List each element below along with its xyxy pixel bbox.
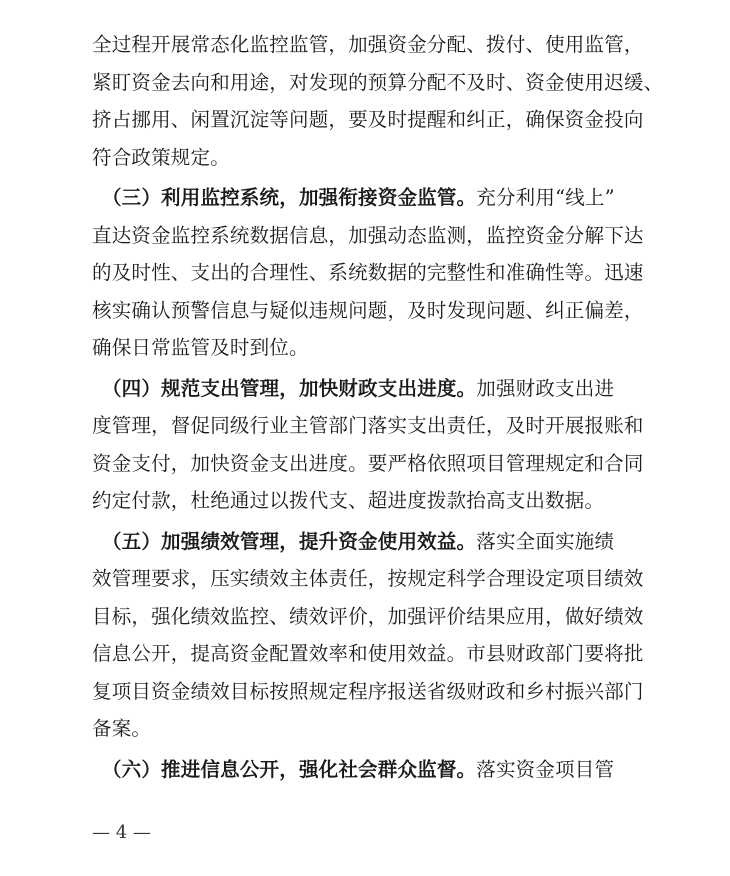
text-line: 约定付款，杜绝通过以拨代支、超进度拨款抬高支出数据。 xyxy=(92,489,605,512)
text-line: 效管理要求，压实绩效主体责任，按规定科学合理设定项目绩效 xyxy=(92,567,644,590)
text-line: 信息公开，提高资金配置效率和使用效益。市县财政部门要将批 xyxy=(92,642,644,665)
section-heading: （四）规范支出管理，加快财政支出进度。 xyxy=(111,376,477,400)
text-line: （五）加强绩效管理，提升资金使用效益。落实全面实施绩 xyxy=(111,529,615,553)
text-line: （六）推进信息公开，强化社会群众监督。落实资金项目管 xyxy=(111,757,615,781)
text-line: 度管理，督促同级行业主管部门落实支出责任，及时开展报账和 xyxy=(92,414,644,437)
section-heading: （五）加强绩效管理，提升资金使用效益。 xyxy=(111,529,477,553)
document-body xyxy=(92,26,664,788)
text-line: 紧盯资金去向和用途，对发现的预算分配不及时、资金使用迟缓、 xyxy=(92,70,664,94)
text-line: 符合政策规定。 xyxy=(92,145,230,169)
text-line: 核实确认预警信息与疑似违规问题，及时发现问题、纠正偏差， xyxy=(92,298,644,322)
text-line: 资金支付，加快资金支出进度。要严格依照项目管理规定和合同 xyxy=(92,451,644,475)
text-line: 直达资金监控系统数据信息，加强动态监测，监控资金分解下达 xyxy=(92,223,644,247)
section-heading: （六）推进信息公开，强化社会群众监督。 xyxy=(111,757,477,781)
paragraph xyxy=(92,523,644,748)
text-line: 确保日常监管及时到位。 xyxy=(92,336,309,359)
text-line: 挤占挪用、闲置沉淀等问题，要及时提醒和纠正，确保资金投向 xyxy=(92,108,644,131)
text-line: 的及时性、支出的合理性、系统数据的完整性和准确性等。迅速 xyxy=(92,261,644,284)
text-line: （四）规范支出管理，加快财政支出进度。加强财政支出进 xyxy=(111,376,615,400)
paragraph xyxy=(92,179,644,367)
page-number: — 4 — xyxy=(92,822,151,843)
paragraph xyxy=(92,751,640,789)
text-line: 目标，强化绩效监控、绩效评价，加强评价结果应用，做好绩效 xyxy=(92,604,644,628)
paragraph xyxy=(92,26,664,176)
text-line: 全过程开展常态化监控监管，加强资金分配、拨付、使用监管， xyxy=(92,33,644,56)
text-line: （三）利用监控系统，加强衔接资金监管。充分利用“线上” xyxy=(111,186,615,209)
section-heading: （三）利用监控系统，加强衔接资金监管。 xyxy=(111,186,477,209)
paragraph xyxy=(92,370,644,520)
text-line: 复项目资金绩效目标按照规定程序报送省级财政和乡村振兴部门 xyxy=(92,679,644,703)
text-line: 备案。 xyxy=(92,717,152,740)
